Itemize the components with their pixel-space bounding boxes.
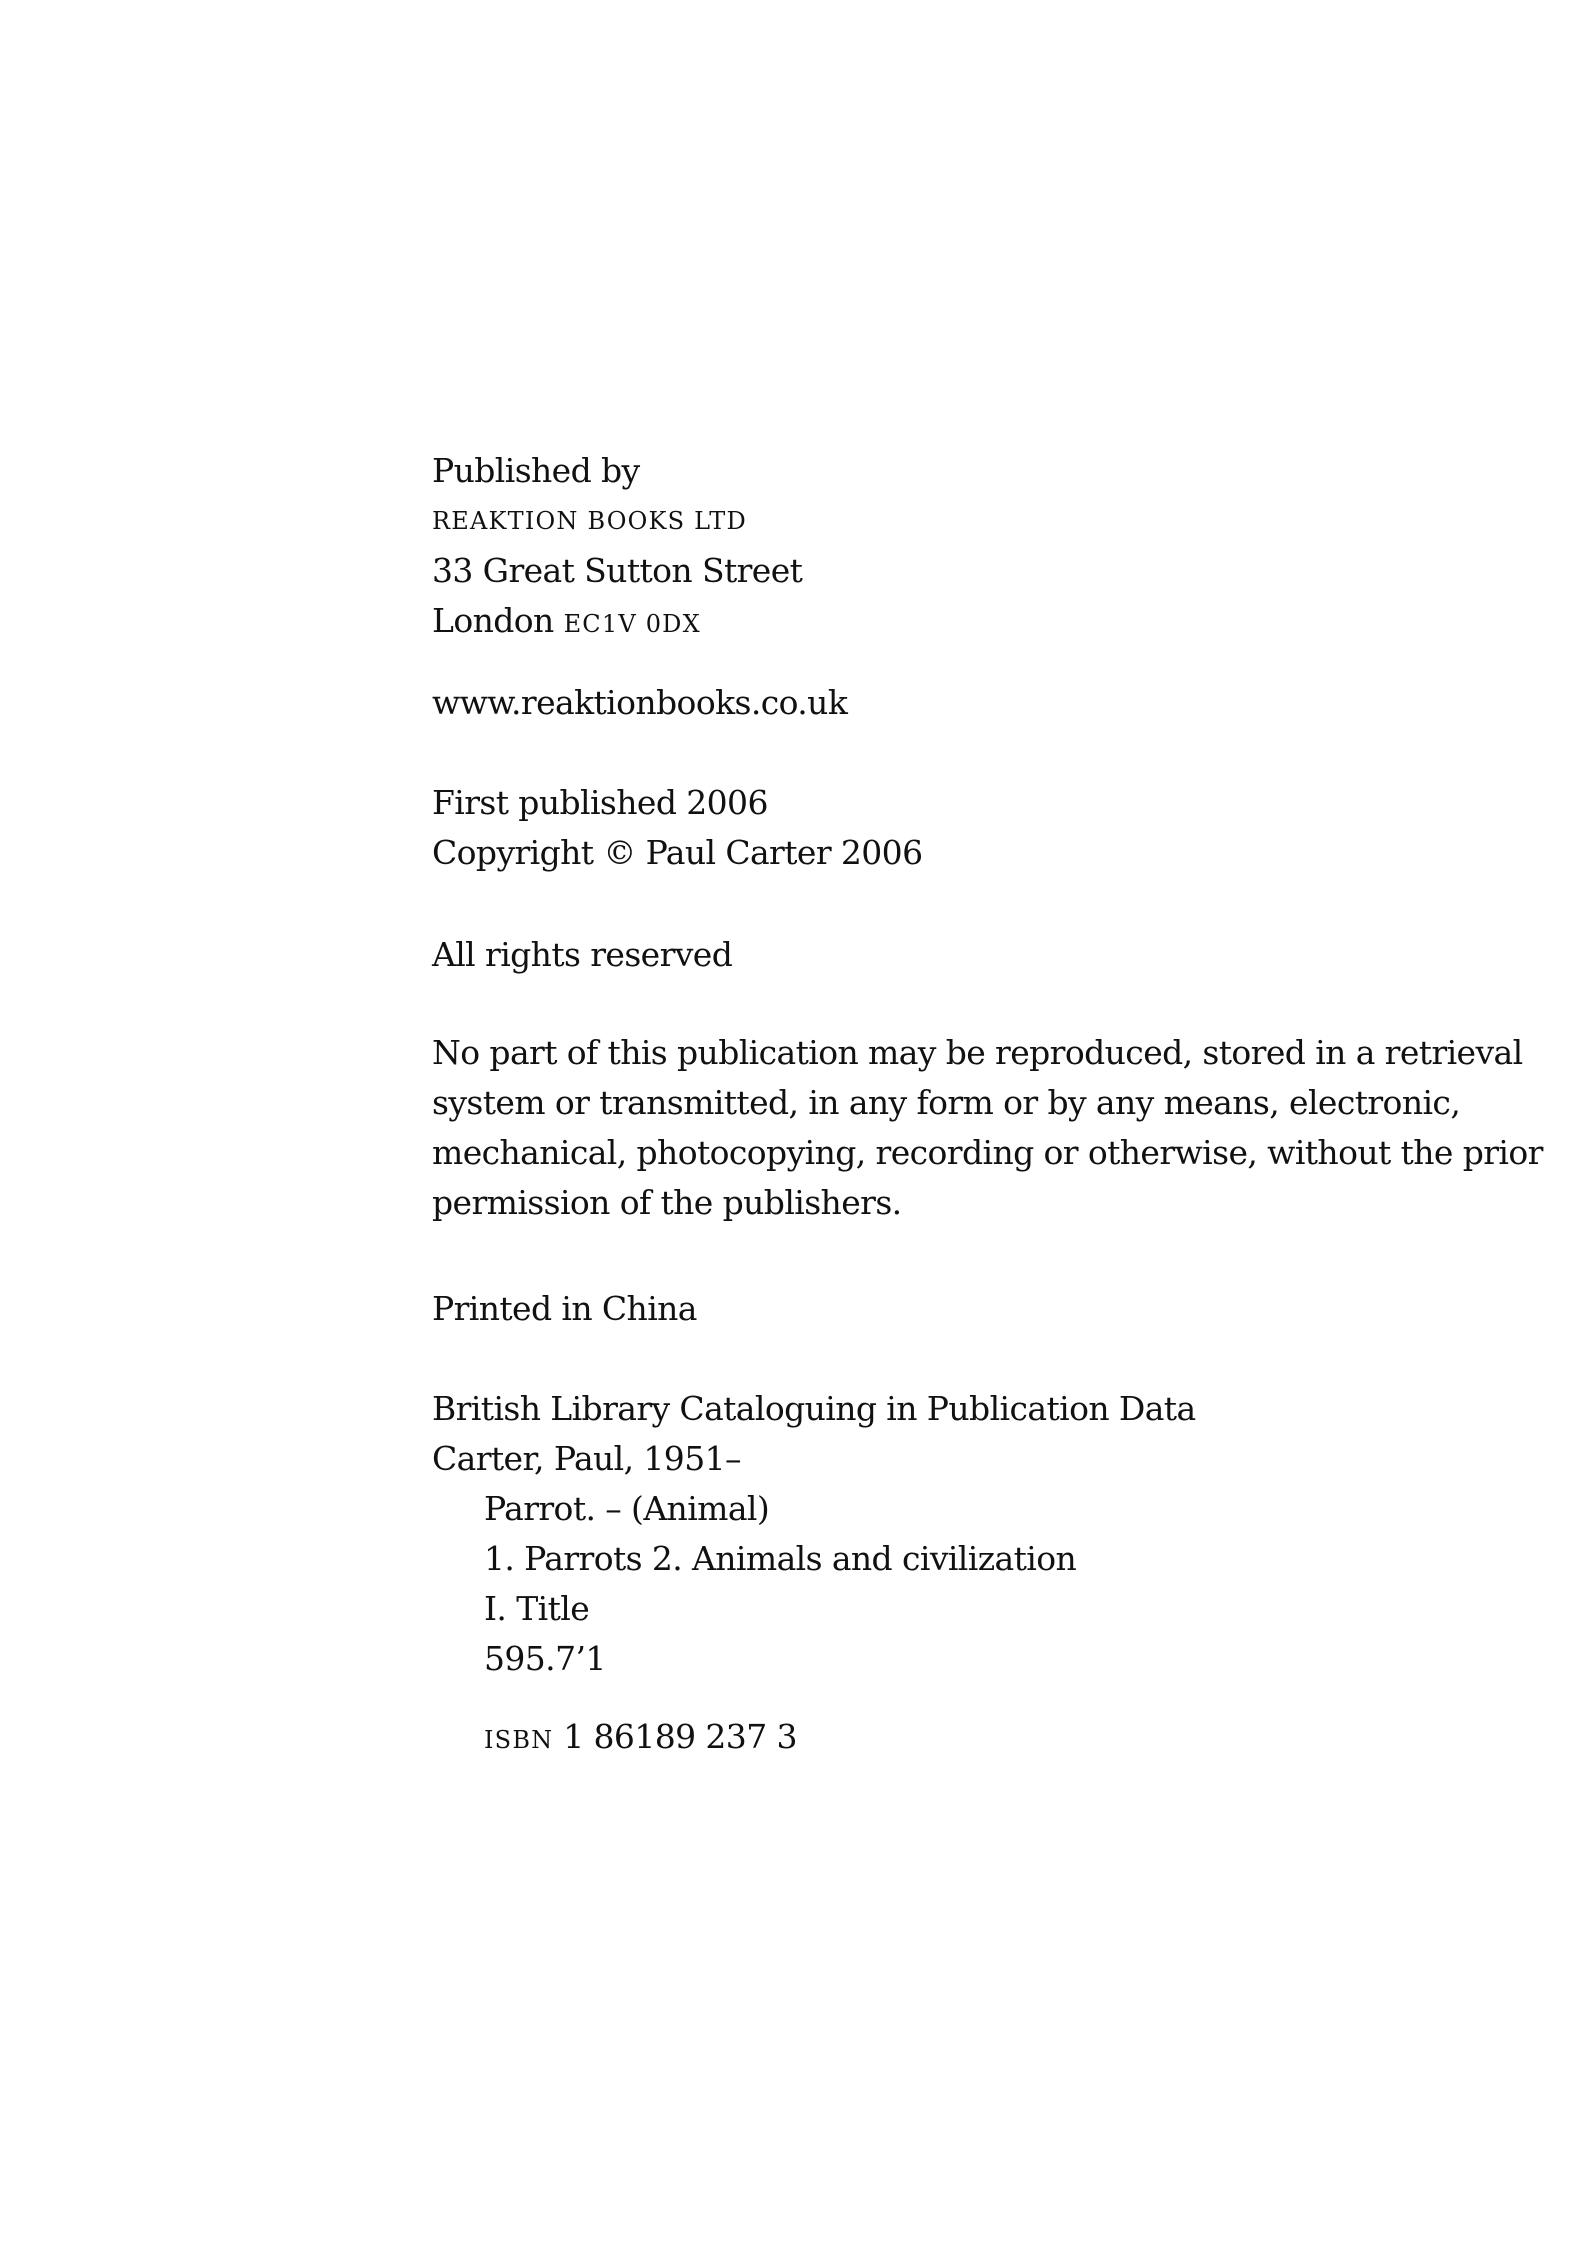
isbn-block bbox=[432, 1712, 1452, 1765]
publisher-city-line bbox=[432, 596, 1452, 649]
all-rights-reserved: All rights reserved bbox=[432, 935, 733, 974]
notice-line-1: No part of this publication may be reproduced, stored in a retrieval bbox=[432, 1033, 1523, 1072]
rights-notice bbox=[432, 1028, 1543, 1228]
cataloguing-title-entry: Parrot. – (Animal) bbox=[484, 1489, 770, 1528]
publisher-website[interactable]: www.reaktionbooks.co.uk bbox=[432, 683, 848, 722]
isbn-label: ISBN bbox=[484, 1726, 554, 1754]
rights-block bbox=[432, 930, 1452, 980]
cataloguing-subjects: 1. Parrots 2. Animals and civilization bbox=[484, 1539, 1077, 1578]
first-published: First published 2006 bbox=[432, 783, 768, 822]
notice-line-4: permission of the publishers. bbox=[432, 1183, 902, 1222]
cataloguing-classification: 595.7’1 bbox=[484, 1639, 606, 1678]
copyright-line: Copyright © Paul Carter 2006 bbox=[432, 833, 923, 872]
printed-in: Printed in China bbox=[432, 1289, 697, 1328]
publisher-street: 33 Great Sutton Street bbox=[432, 551, 803, 590]
cataloguing-title-label: I. Title bbox=[484, 1589, 590, 1628]
publisher-city: London bbox=[432, 601, 554, 640]
publisher-postcode: EC1V 0DX bbox=[563, 610, 701, 638]
publication-block bbox=[432, 778, 1452, 878]
published-by-label: Published by bbox=[432, 451, 640, 490]
website-block bbox=[432, 678, 1452, 728]
notice-line-3: mechanical, photocopying, recording or otherwise, without the prior bbox=[432, 1133, 1543, 1172]
publisher-block bbox=[432, 446, 1452, 649]
notice-line-2: system or transmitted, in any form or by any means, electronic, bbox=[432, 1083, 1461, 1122]
isbn-number: 1 86189 237 3 bbox=[563, 1717, 797, 1756]
cataloguing-author: Carter, Paul, 1951– bbox=[432, 1439, 741, 1478]
printing-block bbox=[432, 1284, 1452, 1334]
cataloguing-block bbox=[432, 1384, 1452, 1684]
isbn-line bbox=[432, 1712, 1452, 1765]
cataloguing-heading: British Library Cataloguing in Publication Data bbox=[432, 1389, 1196, 1428]
publisher-name: REAKTION BOOKS LTD bbox=[432, 507, 747, 535]
